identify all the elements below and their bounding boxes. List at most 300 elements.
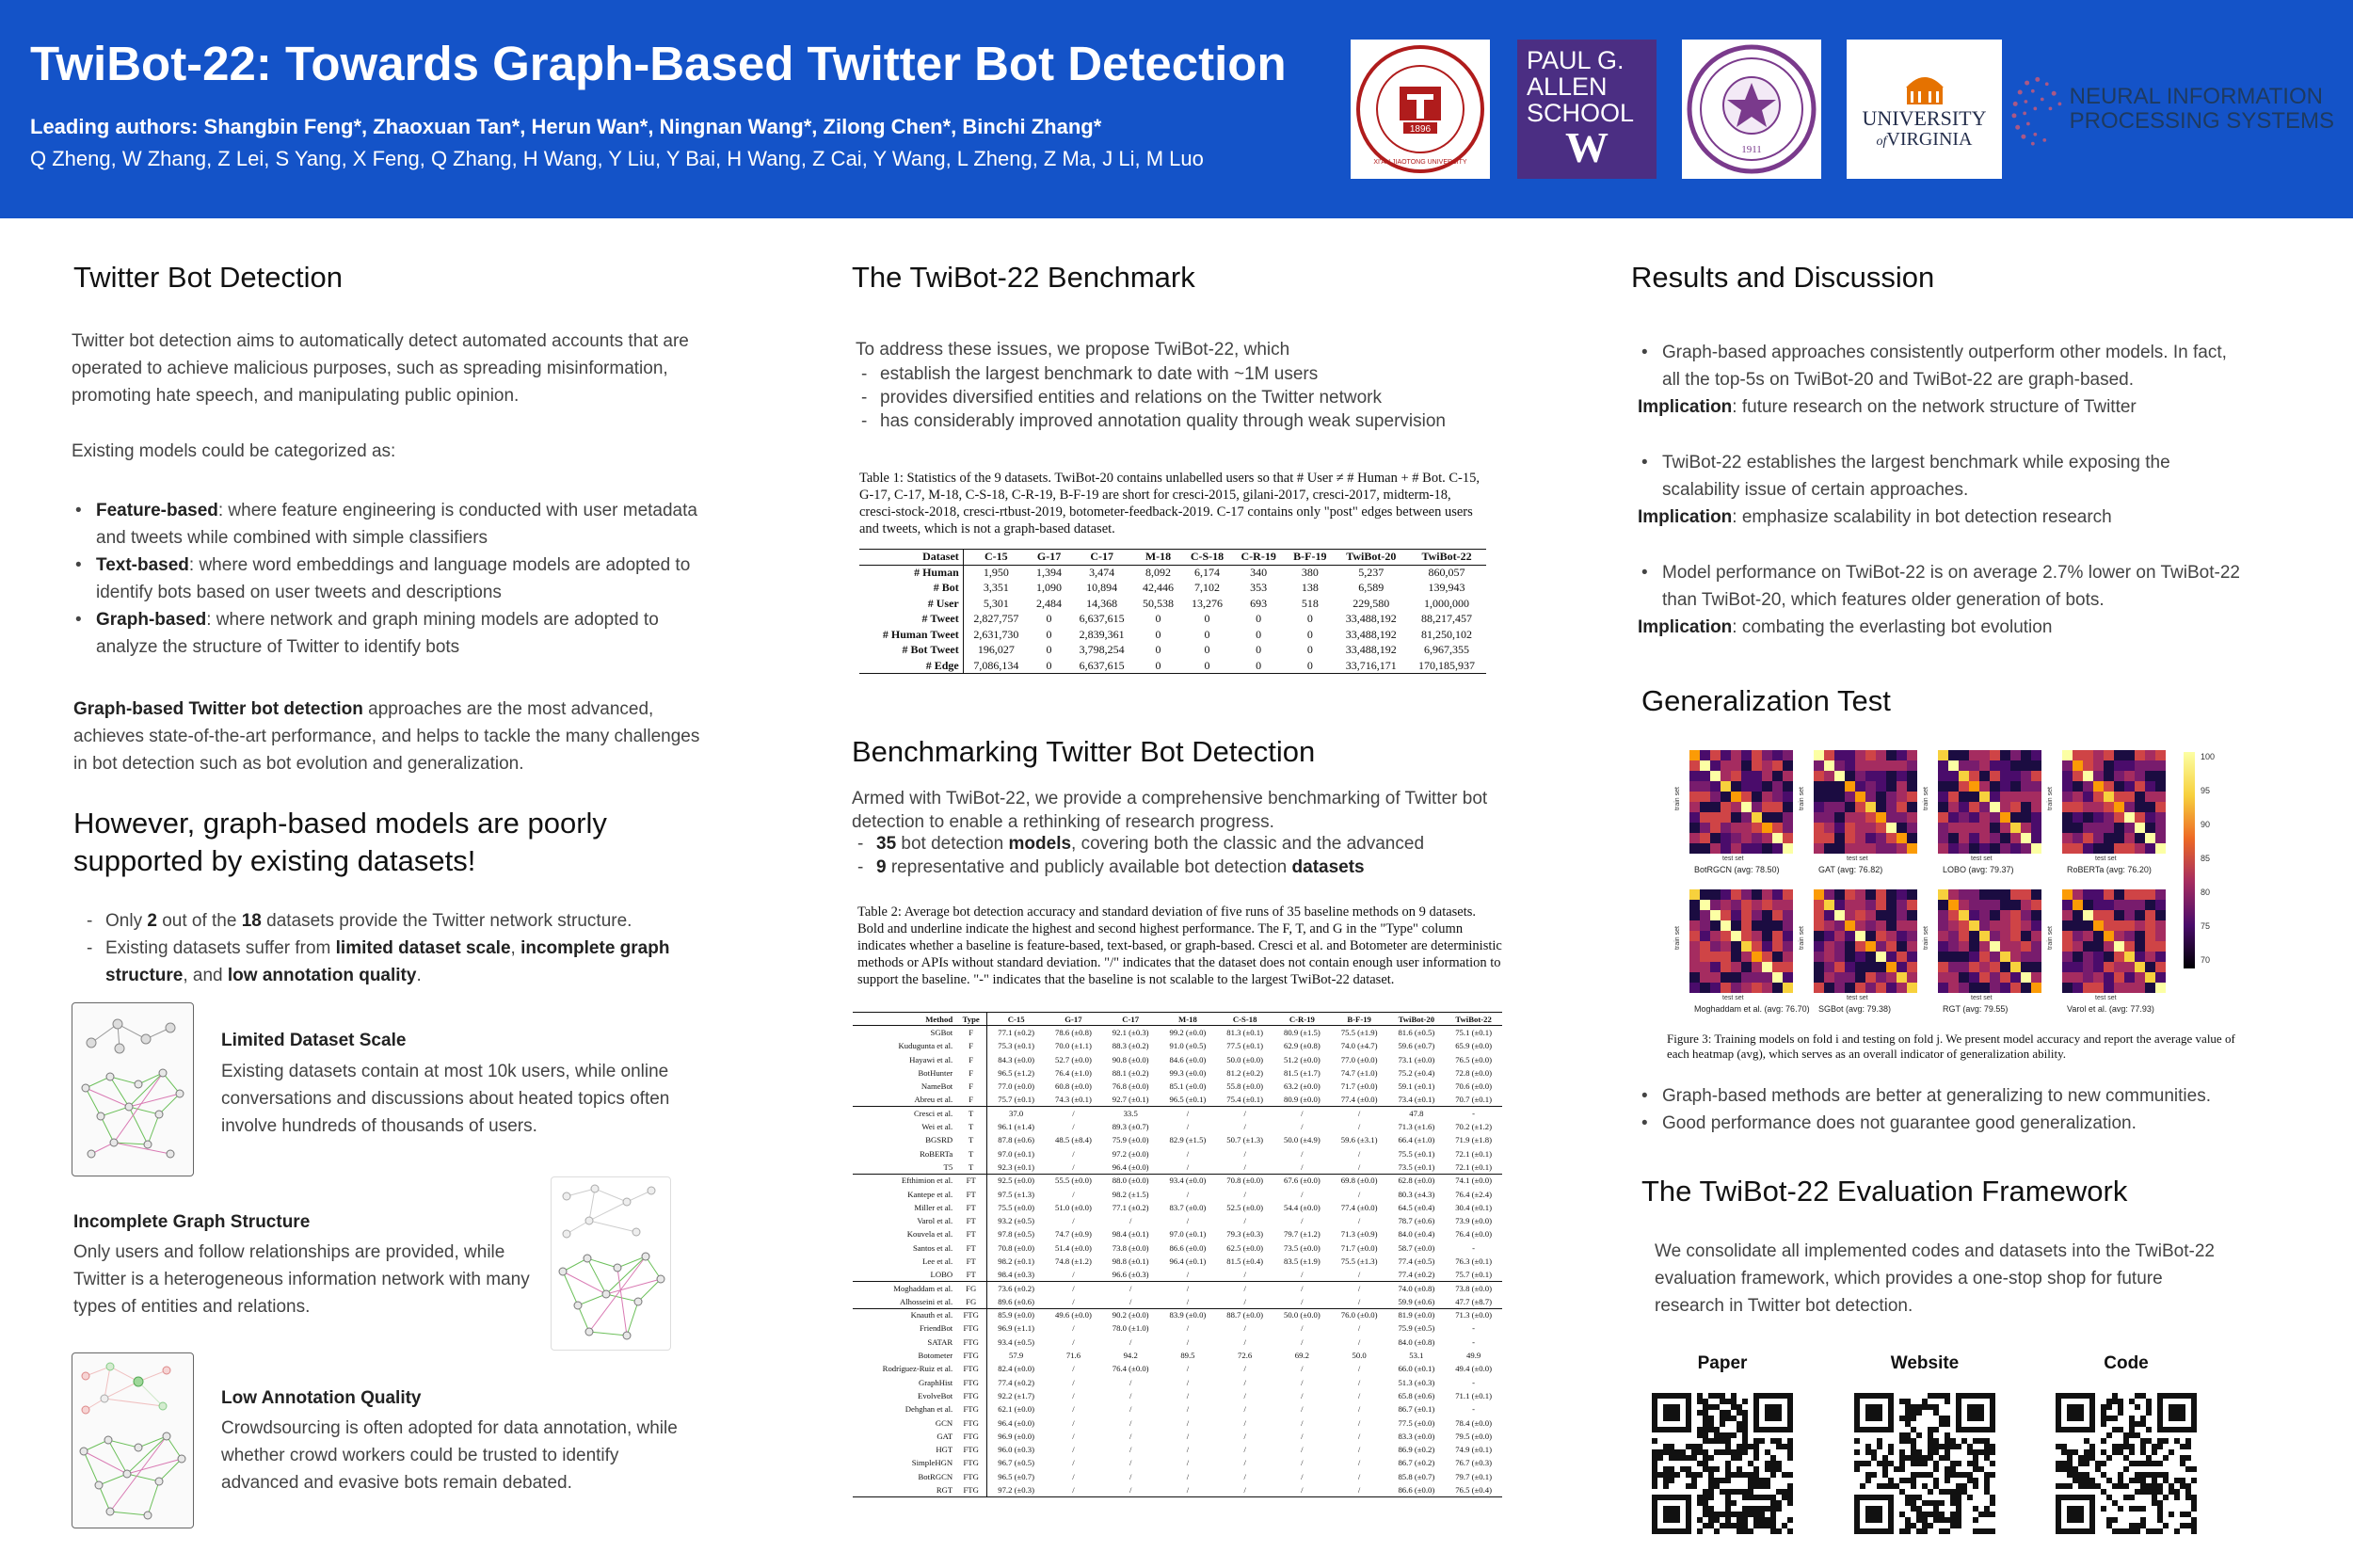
heatmap	[1933, 748, 2046, 861]
heatmap-ylabel: train set	[2046, 926, 2054, 950]
table-cell: Moghaddam et al.	[853, 1281, 955, 1294]
table-cell: 72.1 (±0.1)	[1455, 1161, 1492, 1172]
heatmap-cell	[1948, 972, 1959, 983]
table-cell: 97.0 (±0.1)	[998, 1148, 1035, 1159]
heatmap-cell	[2155, 910, 2166, 920]
heatmap-cell	[2155, 812, 2166, 823]
heatmap-cell	[2083, 920, 2093, 931]
heatmap-cell	[1886, 952, 1897, 962]
table-cell: 80.9 (±0.0)	[1283, 1095, 1321, 1105]
heatmap-cell	[2083, 910, 2093, 920]
heatmap-cell	[1710, 972, 1721, 983]
table-cell: /	[1186, 1270, 1190, 1280]
heatmap-cell	[2010, 843, 2021, 854]
heatmap-cell	[1876, 823, 1886, 833]
colorbar-tick: 75	[2201, 921, 2211, 931]
heatmap-cell	[2021, 931, 2031, 941]
table-cell: 37.0	[987, 1107, 1045, 1120]
table-cell: FTG	[955, 1376, 986, 1389]
heatmap-cell	[1865, 823, 1876, 833]
table-cell: 98.4 (±0.1)	[1112, 1229, 1149, 1240]
heatmap-cell	[1979, 962, 1990, 972]
table-cell: /	[1045, 1107, 1102, 1120]
table-cell: /	[1357, 1377, 1361, 1387]
heatmap-cell	[2104, 812, 2114, 823]
heatmap-cell	[1990, 900, 2000, 910]
heatmap-cell	[1845, 952, 1855, 962]
heatmap-cell	[1948, 843, 1959, 854]
table-cell: FTG	[955, 1336, 986, 1349]
heatmap-cell	[2062, 972, 2073, 983]
heatmap-cell	[1772, 792, 1783, 802]
table-row	[853, 1308, 1502, 1321]
table-cell: 74.3 (±0.1)	[1055, 1095, 1092, 1105]
heatmap-cell	[1876, 910, 1886, 920]
heatmap-cell	[1721, 900, 1731, 910]
heatmap-cell	[1689, 812, 1700, 823]
heatmap-cell	[1948, 781, 1959, 792]
heatmap-cell	[2010, 952, 2021, 962]
table-cell: # Edge	[859, 658, 963, 674]
heatmap-cell	[2155, 760, 2166, 771]
table-cell: 77.4 (±0.2)	[1398, 1270, 1435, 1280]
paper-qr-code[interactable]	[1652, 1393, 1793, 1534]
heatmap-cell	[1969, 781, 1979, 792]
heatmap-cell	[1855, 823, 1865, 833]
table-cell: 0	[1204, 627, 1210, 641]
heatmap-cell	[2010, 900, 2021, 910]
heatmap-cell	[2073, 941, 2083, 952]
table-cell: 81.5 (±1.7)	[1283, 1067, 1321, 1078]
heatmap-cell	[1948, 900, 1959, 910]
table-cell: /	[1243, 1484, 1246, 1495]
table-cell: /	[1186, 1216, 1190, 1226]
heatmap-cell	[2062, 812, 2073, 823]
table-cell: /	[1301, 1296, 1304, 1306]
table-cell: 96.0 (±0.3)	[998, 1445, 1035, 1455]
table-row	[859, 581, 1486, 597]
heatmap-cell	[2031, 760, 2041, 771]
heatmap-cell	[2031, 900, 2041, 910]
list-item: • Text-based: where word embeddings and language models are adopted to identify bots based on user tweets and descriptions	[72, 552, 721, 606]
heatmap-cell	[2114, 750, 2124, 760]
heatmap-label: RGT (avg: 79.55)	[1943, 1004, 2009, 1014]
heatmap-cell	[1845, 823, 1855, 833]
results-list	[1638, 559, 2249, 614]
heatmap-cell	[1990, 833, 2000, 843]
table-cell: /	[1357, 1390, 1361, 1400]
heatmap-cell	[2145, 920, 2155, 931]
colorbar-tick: 100	[2201, 752, 2216, 761]
heatmap-cell	[2104, 771, 2114, 781]
heatmap-cell	[1969, 910, 1979, 920]
heatmap-cell	[1897, 952, 1907, 962]
heatmap-cell	[2145, 802, 2155, 812]
heatmap-cell	[1700, 900, 1710, 910]
heatmap-cell	[1814, 781, 1824, 792]
heatmap-cell	[1907, 843, 1917, 854]
heatmap-label: LOBO (avg: 79.37)	[1943, 865, 2014, 874]
heatmap-cell	[2104, 962, 2114, 972]
implication: Implication: emphasize scalability in bot detection research	[1638, 507, 2112, 527]
heatmap-xlabel: test set	[1722, 995, 1744, 1001]
table-cell: /	[1357, 1323, 1361, 1334]
heatmap-cell	[1948, 792, 1959, 802]
heatmap-ylabel: train set	[1922, 926, 1929, 950]
table-header-cell: C-R-19	[1241, 550, 1276, 564]
heatmap-cell	[1969, 750, 1979, 760]
table-cell: 0	[1256, 612, 1262, 626]
table-cell: 84.6 (±0.0)	[1169, 1054, 1207, 1064]
table-cell: 51.3 (±0.3)	[1398, 1377, 1435, 1387]
table-row	[853, 1120, 1502, 1133]
heatmap-cell	[2021, 812, 2031, 823]
table-cell: Kouvela et al.	[906, 1229, 953, 1240]
heatmap-cell	[1855, 771, 1865, 781]
heatmap-cell	[2104, 750, 2114, 760]
heatmap-cell	[1865, 792, 1876, 802]
table-cell: 69.8 (±0.0)	[1331, 1174, 1388, 1187]
heatmap-cell	[1845, 843, 1855, 854]
heatmap-cell	[1824, 750, 1834, 760]
heatmap-cell	[1834, 910, 1845, 920]
table-cell: GraphHist	[919, 1377, 953, 1387]
table-row	[853, 1160, 1502, 1174]
heatmap-cell	[2145, 889, 2155, 900]
heatmap-cell	[1907, 750, 1917, 760]
heatmap-cell	[1772, 833, 1783, 843]
heatmap-cell	[1710, 910, 1721, 920]
table-cell: Dehghan et al.	[904, 1404, 953, 1415]
table-cell: /	[1072, 1417, 1075, 1428]
heatmap-cell	[2145, 941, 2155, 952]
heatmap-cell	[1721, 823, 1731, 833]
heatmap-cell	[1741, 823, 1752, 833]
table-cell: /	[1072, 1270, 1075, 1280]
table-cell: /	[1072, 1431, 1075, 1441]
table-cell: 96.4 (±0.1)	[1169, 1256, 1207, 1266]
heatmap-cell	[1762, 952, 1772, 962]
heatmap-cell	[1783, 920, 1793, 931]
table-header-cell: C-17	[1122, 1014, 1140, 1024]
table-cell: 6,967,355	[1424, 643, 1470, 657]
heatmap-cell	[1938, 983, 1948, 993]
heatmap-cell	[1710, 781, 1721, 792]
table-cell: 0	[1256, 658, 1262, 672]
heatmap	[2057, 888, 2170, 1000]
table-cell: /	[1186, 1404, 1190, 1415]
heatmap-cell	[1721, 920, 1731, 931]
heatmap-cell	[2145, 781, 2155, 792]
heatmap-cell	[1938, 972, 1948, 983]
heatmap-cell	[2073, 952, 2083, 962]
heatmap-cell	[2093, 750, 2104, 760]
heatmap-cell	[2114, 823, 2124, 833]
list-item: • Graph-based approaches consistently outperform other models. In fact, all the top-5s on TwiBot-20 and TwiBot-22 are graph-based.	[1638, 339, 2249, 393]
table-cell: 65.8 (±0.6)	[1398, 1390, 1435, 1400]
table-cell: 85.8 (±0.7)	[1398, 1471, 1435, 1481]
heatmap-cell	[1990, 792, 2000, 802]
table-cell: 77.1 (±0.2)	[998, 1028, 1035, 1038]
heatmap-cell	[1948, 952, 1959, 962]
heatmap-cell	[1886, 962, 1897, 972]
heatmap-cell	[1969, 760, 1979, 771]
table-cell: FT	[955, 1214, 986, 1227]
heatmap-cell	[1700, 972, 1710, 983]
table-cell: /	[1357, 1161, 1361, 1172]
website-qr-code[interactable]	[1854, 1393, 1995, 1534]
table-cell: 353	[1250, 581, 1268, 595]
heatmap-cell	[2010, 781, 2021, 792]
heatmap-cell	[2145, 771, 2155, 781]
heatmap-cell	[1948, 750, 1959, 760]
heatmap-cell	[1845, 802, 1855, 812]
table-cell: 59.1 (±0.1)	[1398, 1081, 1435, 1092]
heatmap-cell	[2000, 941, 2010, 952]
leading-authors: Leading authors: Shangbin Feng*, Zhaoxuan Tan*, Herun Wan*, Ningnan Wang*, Zilong Chen*, Binchi Zhang*	[30, 115, 1102, 138]
table-cell: /	[1072, 1336, 1075, 1347]
heatmap-cell	[1752, 792, 1762, 802]
heatmap-cell	[2124, 983, 2135, 993]
table-cell: 99.3 (±0.0)	[1169, 1067, 1207, 1078]
table-cell: /	[1301, 1364, 1304, 1374]
heatmap-cell	[2093, 889, 2104, 900]
heatmap-cell	[1876, 962, 1886, 972]
table-cell: 96.6 (±0.3)	[1112, 1270, 1149, 1280]
heatmap-cell	[1772, 781, 1783, 792]
table-header-cell: Dataset	[859, 550, 963, 566]
table-cell: /	[1301, 1390, 1304, 1400]
heatmap-cell	[1855, 983, 1865, 993]
heatmap-cell	[1834, 812, 1845, 823]
results-list	[1638, 449, 2249, 504]
heatmap-cell	[1948, 941, 1959, 952]
table-cell: 77.4 (±0.2)	[998, 1377, 1035, 1387]
heatmap-cell	[1865, 812, 1876, 823]
heatmap-cell	[2135, 962, 2145, 972]
heatmap-cell	[1907, 931, 1917, 941]
heatmap-cell	[1948, 802, 1959, 812]
heatmap-ylabel: train set	[1673, 787, 1681, 810]
table-cell: /	[1357, 1296, 1361, 1306]
heatmap-cell	[2104, 972, 2114, 983]
table-cell: 97.8 (±0.5)	[998, 1229, 1035, 1240]
heatmap-cell	[2021, 889, 2031, 900]
heatmap-cell	[2155, 781, 2166, 792]
heatmap-cell	[1845, 889, 1855, 900]
heatmap-cell	[1710, 823, 1721, 833]
heatmap-cell	[1886, 889, 1897, 900]
heatmap-cell	[1710, 833, 1721, 843]
heatmap-cell	[1752, 750, 1762, 760]
heatmap-cell	[1886, 823, 1897, 833]
heatmap-cell	[1700, 920, 1710, 931]
heatmap-cell	[2114, 931, 2124, 941]
heatmap-cell	[2010, 972, 2021, 983]
table-row	[853, 1336, 1502, 1349]
heatmap-cell	[1731, 952, 1741, 962]
table-cell: 170,185,937	[1418, 658, 1476, 672]
table-cell: 85.1 (±0.0)	[1169, 1081, 1207, 1092]
heatmap-cell	[1824, 781, 1834, 792]
table-cell: /	[1102, 1281, 1160, 1294]
heatmap-cell	[2124, 972, 2135, 983]
heatmap-cell	[1834, 941, 1845, 952]
table-cell: 76.4 (±0.0)	[1112, 1364, 1149, 1374]
heatmap-cell	[1959, 812, 1969, 823]
heatmap-cell	[1855, 910, 1865, 920]
heatmap-cell	[1824, 771, 1834, 781]
heatmap-cell	[1865, 750, 1876, 760]
svg-text:1911: 1911	[1741, 144, 1762, 155]
heatmap-cell	[2021, 962, 2031, 972]
heatmap-cell	[2145, 900, 2155, 910]
table-cell: 75.7 (±0.1)	[1455, 1270, 1492, 1280]
heatmap-cell	[1959, 931, 1969, 941]
table-header-cell: C-17	[1090, 550, 1113, 564]
table-cell: /	[1128, 1336, 1132, 1347]
heatmap-cell	[1689, 750, 1700, 760]
heatmap-cell	[2104, 833, 2114, 843]
heatmap-cell	[2093, 983, 2104, 993]
heatmap-cell	[2021, 823, 2031, 833]
heatmap-cell	[1772, 771, 1783, 781]
heatmap-cell	[2073, 972, 2083, 983]
heatmap-cell	[1845, 972, 1855, 983]
heatmap-cell	[1907, 781, 1917, 792]
heatmap-cell	[1762, 900, 1772, 910]
table-cell: 77.4 (±0.0)	[1340, 1202, 1378, 1212]
table-cell: 94.2	[1123, 1351, 1138, 1361]
table-cell: Botometer	[918, 1351, 953, 1361]
heatmap-ylabel: train set	[1798, 926, 1805, 950]
heatmap-cell	[1731, 900, 1741, 910]
heatmap-cell	[1959, 802, 1969, 812]
list-item: • Graph-based: where network and graph mining models are adopted to analyze the structure of Twitter to identify bots	[72, 606, 721, 661]
table-cell: 33,488,192	[1345, 612, 1397, 626]
heatmap-cell	[1752, 910, 1762, 920]
table-cell: FTG	[955, 1349, 986, 1362]
table-cell: 87.8 (±0.6)	[998, 1135, 1035, 1145]
heatmap-cell	[1814, 983, 1824, 993]
table-cell: /	[1072, 1364, 1075, 1374]
heatmap-cell	[1700, 952, 1710, 962]
heatmap-cell	[1865, 931, 1876, 941]
heatmap-cell	[1990, 941, 2000, 952]
heatmap-cell	[2145, 823, 2155, 833]
table-cell: 70.0 (±1.1)	[1055, 1041, 1092, 1051]
table-cell: 73.1 (±0.0)	[1398, 1054, 1435, 1064]
heatmap-cell	[2031, 843, 2041, 854]
table-cell: FTG	[955, 1456, 986, 1469]
heatmap-cell	[2010, 920, 2021, 931]
table-cell: /	[1301, 1471, 1304, 1481]
table-cell: /	[1301, 1161, 1304, 1172]
heatmap-cell	[2155, 843, 2166, 854]
table-cell: 79.7 (±1.2)	[1283, 1229, 1321, 1240]
heatmap-cell	[1855, 941, 1865, 952]
heatmap-cell	[2010, 771, 2021, 781]
table-cell: /	[1243, 1390, 1246, 1400]
heatmap-cell	[1710, 792, 1721, 802]
heatmap-cell	[2093, 781, 2104, 792]
table-cell: 74.7 (±0.9)	[1055, 1229, 1092, 1240]
heatmap-cell	[1907, 802, 1917, 812]
heatmap-cell	[2135, 931, 2145, 941]
heatmap-cell	[1845, 962, 1855, 972]
table-cell: 96.5 (±0.7)	[998, 1471, 1035, 1481]
heatmap-cell	[2031, 771, 2041, 781]
table-cell: /	[1243, 1122, 1246, 1132]
heatmap-cell	[2010, 910, 2021, 920]
heatmap-cell	[2155, 802, 2166, 812]
heatmap-cell	[1959, 760, 1969, 771]
heatmap-cell	[1710, 889, 1721, 900]
heatmap-cell	[1979, 900, 1990, 910]
table-cell: 66.0 (±0.1)	[1398, 1364, 1435, 1374]
heatmap-cell	[2062, 889, 2073, 900]
table-cell: /	[1243, 1148, 1246, 1159]
heatmap-cell	[1969, 802, 1979, 812]
table-cell: 33,488,192	[1345, 627, 1397, 641]
table-cell: # Bot Tweet	[859, 643, 963, 659]
dataset-issues-list	[81, 907, 730, 989]
table-cell: 96.5 (±0.1)	[1169, 1095, 1207, 1105]
heatmap-cell	[2145, 910, 2155, 920]
heatmap-cell	[1762, 781, 1772, 792]
heatmap-cell	[2145, 931, 2155, 941]
heatmap-cell	[1762, 972, 1772, 983]
table-header-cell: TwiBot-20	[1346, 550, 1397, 564]
limited-scale-graph-illustration	[72, 1002, 194, 1176]
table-cell: /	[1128, 1431, 1132, 1441]
code-qr-code[interactable]	[2056, 1393, 2197, 1534]
heatmap-cell	[1907, 889, 1917, 900]
heatmap-cell	[1876, 972, 1886, 983]
table-cell: 71.6	[1065, 1351, 1081, 1361]
heatmap-cell	[2021, 972, 2031, 983]
table-cell: /	[1331, 1107, 1388, 1120]
table-cell: /	[1186, 1296, 1190, 1306]
heatmap-cell	[1876, 760, 1886, 771]
table-row	[853, 1187, 1502, 1200]
table-cell: /	[1301, 1404, 1304, 1415]
heatmap-cell	[1990, 781, 2000, 792]
table-header-cell: Method	[925, 1014, 953, 1024]
colorbar-tick: 90	[2201, 820, 2211, 829]
table-cell: /	[1072, 1484, 1075, 1495]
table-cell: 81.9 (±0.0)	[1387, 1308, 1445, 1321]
heatmap-cell	[2010, 941, 2021, 952]
heatmap-cell	[2031, 962, 2041, 972]
heatmap-cell	[2000, 760, 2010, 771]
table-cell: 76.8 (±0.0)	[1112, 1081, 1149, 1092]
table-cell: 82.9 (±1.5)	[1169, 1135, 1207, 1145]
table-cell: 78.7 (±0.6)	[1398, 1216, 1435, 1226]
heatmap-cell	[1938, 900, 1948, 910]
heatmap-cell	[1741, 781, 1752, 792]
heatmap-cell	[1814, 900, 1824, 910]
table-cell: -	[1472, 1377, 1476, 1387]
table-header-cell: M-18	[1178, 1014, 1197, 1024]
table-cell: /	[1128, 1377, 1132, 1387]
heatmap-cell	[1865, 910, 1876, 920]
heatmap-cell	[1865, 760, 1876, 771]
table-row	[853, 1416, 1502, 1429]
table-cell: 88.0 (±0.0)	[1102, 1174, 1160, 1187]
heatmap-cell	[1700, 889, 1710, 900]
table-cell: /	[1072, 1445, 1075, 1455]
